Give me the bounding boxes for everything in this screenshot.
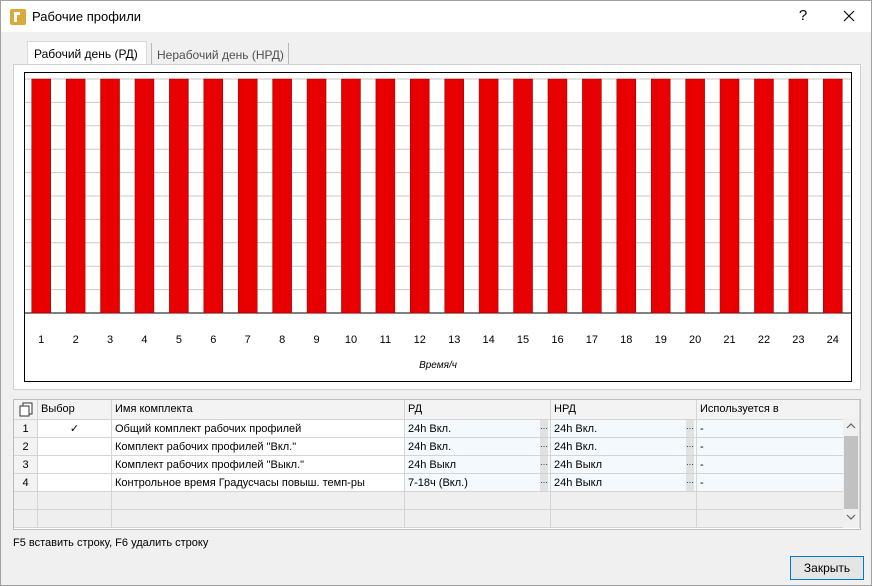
x-tick-label: 12 [413,334,426,346]
nrd-cell[interactable] [551,456,697,474]
ellipsis-button[interactable]: ... [540,456,548,473]
empty-cell [14,510,38,528]
close-window-icon[interactable] [837,5,861,27]
name-cell[interactable] [112,474,405,492]
empty-cell [405,492,551,510]
used-in-cell[interactable] [697,438,860,456]
used-in-cell[interactable] [697,474,860,492]
empty-cell [551,492,697,510]
x-tick-label: 24 [826,334,839,346]
chart-bar-21[interactable] [720,79,739,313]
empty-cell [551,510,697,528]
x-tick-label: 7 [244,334,251,346]
name-cell[interactable] [112,438,405,456]
chart-bar-6[interactable] [204,79,223,313]
chart-bar-16[interactable] [548,79,567,313]
nrd-cell-text: 24h Выкл [554,459,603,471]
empty-cell [112,510,405,528]
x-tick-label: 16 [551,334,564,346]
name-cell-text: Комплект рабочих профилей "Выкл." [115,459,305,471]
empty-cell [14,492,38,510]
chart-bar-18[interactable] [617,79,636,313]
select-cell[interactable] [38,438,112,456]
rd-cell[interactable] [405,456,551,474]
select-cell[interactable] [38,474,112,492]
chart-bar-8[interactable] [273,79,292,313]
used-in-cell[interactable] [697,420,860,438]
chart-bar-19[interactable] [651,79,670,313]
chart-bar-4[interactable] [135,79,154,313]
x-axis-label: Время/ч [419,360,457,371]
chart-bar-24[interactable] [823,79,842,313]
column-header-used-in[interactable]: Используется в [697,400,860,420]
chart-svg [25,73,851,381]
x-tick-label: 1 [38,334,45,346]
copy-icon [19,402,33,417]
row-number[interactable] [14,420,38,438]
nrd-cell-text: 24h Вкл. [554,441,598,453]
rd-cell[interactable] [405,474,551,492]
name-cell-text: Комплект рабочих профилей "Вкл." [115,441,297,453]
chart-bar-11[interactable] [376,79,395,313]
x-tick-label: 15 [516,334,530,346]
chart-bar-20[interactable] [686,79,705,313]
ellipsis-button[interactable]: ... [686,456,694,473]
x-tick-label: 13 [448,334,461,346]
work-profile-chart [24,72,852,382]
empty-cell [38,510,112,528]
empty-cell [405,510,551,528]
row-number-text: 4 [22,477,29,489]
ellipsis-button[interactable]: ... [686,438,694,455]
rd-cell[interactable] [405,438,551,456]
ellipsis-button[interactable]: ... [540,420,548,437]
close-button[interactable]: Закрыть [790,556,864,580]
chart-bar-2[interactable] [66,79,85,313]
x-tick-label: 22 [757,334,771,346]
x-tick-label: 8 [279,334,286,346]
scroll-up-icon[interactable] [843,420,859,436]
tab-nonworkday[interactable] [151,43,289,64]
chart-bar-5[interactable] [169,79,188,313]
x-tick-label: 9 [313,334,320,346]
select-cell-text: ✓ [69,423,80,435]
x-tick-label: 23 [792,334,805,346]
nrd-cell[interactable] [551,474,697,492]
nrd-cell[interactable] [551,438,697,456]
used-in-cell-text: - [700,477,704,489]
x-tick-label: 14 [482,334,495,346]
empty-cell [38,492,112,510]
name-cell[interactable] [112,420,405,438]
help-button[interactable]: ? [798,7,808,24]
chart-bar-7[interactable] [238,79,257,313]
ellipsis-button[interactable]: ... [686,474,694,491]
nrd-cell[interactable] [551,420,697,438]
name-cell-text: Контрольное время Градусчасы повыш. темп-ры [115,477,365,489]
x-tick-label: 21 [723,334,736,346]
table-scrollbar[interactable] [843,418,859,528]
row-number[interactable] [14,438,38,456]
tab-workday[interactable] [27,41,147,66]
chart-bar-15[interactable] [514,79,533,313]
rd-cell-text: 24h Вкл. [408,423,452,435]
scroll-thumb[interactable] [844,436,858,509]
chart-bar-14[interactable] [479,79,498,313]
x-tick-label: 17 [585,334,598,346]
x-tick-label: 5 [175,334,182,346]
x-tick-label: 19 [654,334,667,346]
empty-cell [112,492,405,510]
row-number-text: 3 [22,459,29,471]
title-bar [1,1,871,32]
select-cell[interactable] [38,456,112,474]
x-tick-label: 10 [344,334,358,346]
x-tick-label: 20 [689,334,702,346]
chart-bar-23[interactable] [789,79,808,313]
table-corner[interactable] [14,400,38,420]
used-in-cell-text: - [700,441,704,453]
name-cell-text: Общий комплект рабочих профилей [115,423,302,435]
chart-bar-3[interactable] [101,79,120,313]
rd-cell-text: 24h Выкл [408,459,457,471]
row-number[interactable] [14,456,38,474]
chart-bar-1[interactable] [32,79,51,313]
ellipsis-button[interactable]: ... [540,438,548,455]
x-tick-label: 18 [620,334,633,346]
rd-cell-text: 7-18ч (Вкл.) [408,477,468,489]
ellipsis-button[interactable]: ... [540,474,548,491]
window-title: Рабочие профили [32,9,142,24]
column-header-nrd[interactable]: НРД [551,400,697,420]
chart-bar-9[interactable] [307,79,326,313]
tab-workday-label: Рабочий день (РД) [34,47,138,61]
nrd-cell-text: 24h Вкл. [554,423,598,435]
used-in-cell[interactable] [697,456,860,474]
rd-cell-text: 24h Вкл. [408,441,452,453]
keyboard-hint: F5 вставить строку, F6 удалить строку [13,537,209,549]
chart-bar-10[interactable] [341,79,360,313]
row-number[interactable] [14,474,38,492]
nrd-cell-text: 24h Выкл [554,477,603,489]
select-cell[interactable] [38,420,112,438]
x-tick-label: 4 [141,334,148,346]
x-tick-label: 11 [379,334,392,346]
profile-set-table [13,399,861,530]
empty-cell [697,492,860,510]
column-header-rd[interactable]: РД [405,400,551,420]
x-tick-label: 2 [72,334,79,346]
x-tick-label: 6 [210,334,217,346]
chart-bar-13[interactable] [445,79,464,313]
chart-bar-12[interactable] [410,79,429,313]
rd-cell[interactable] [405,420,551,438]
row-number-text: 1 [22,423,29,435]
column-header-select[interactable]: Выбор [38,400,112,420]
app-icon [10,9,26,25]
empty-cell [697,510,860,528]
scroll-down-icon[interactable] [843,511,859,527]
ellipsis-button[interactable]: ... [686,420,694,437]
tab-nonworkday-label: Нерабочий день (НРД) [157,48,284,62]
used-in-cell-text: - [700,423,704,435]
x-tick-label: 3 [106,334,114,346]
row-number-text: 2 [22,441,29,453]
chart-bar-17[interactable] [582,79,601,313]
chart-bar-22[interactable] [754,79,773,313]
column-header-name[interactable]: Имя комплекта [112,400,405,420]
used-in-cell-text: - [700,459,704,471]
name-cell[interactable] [112,456,405,474]
